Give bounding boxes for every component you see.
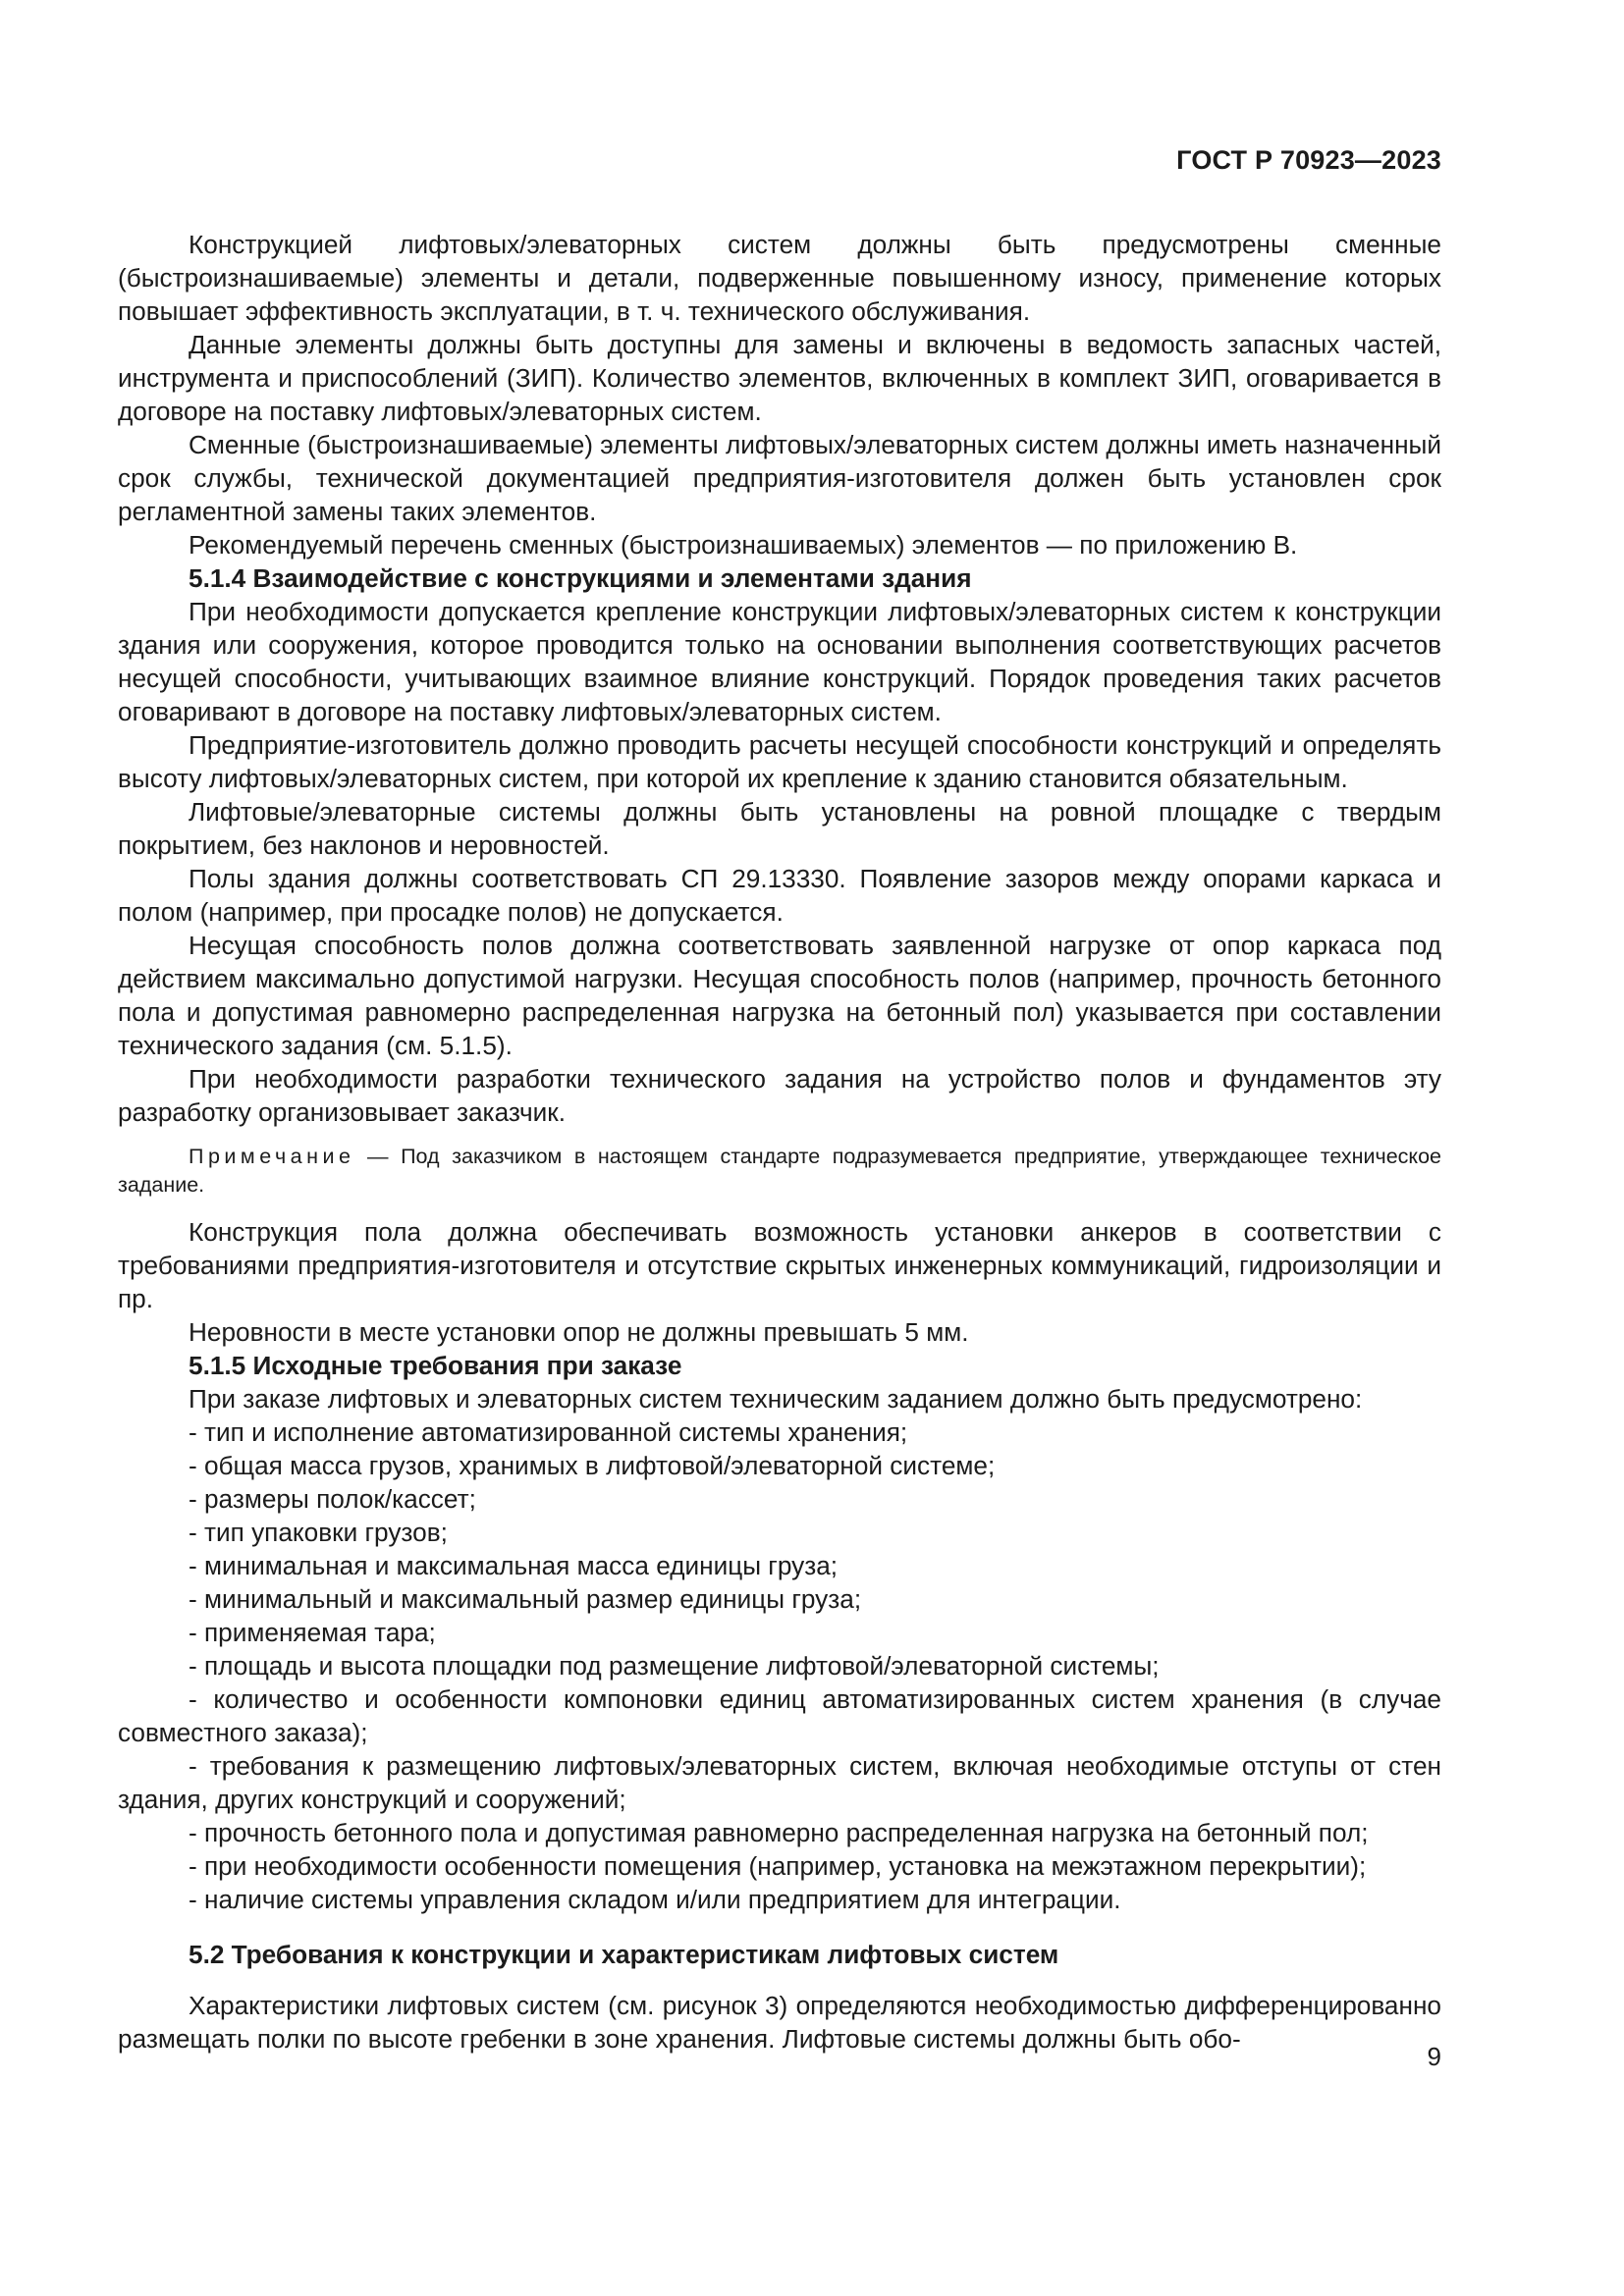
list-item: - тип и исполнение автоматизированной системы хранения;	[189, 1417, 908, 1447]
page-number: 9	[1427, 2042, 1441, 2071]
list-item: - размеры полок/кассет;	[189, 1484, 476, 1514]
list-item: - количество и особенности компоновки единиц автоматизированных систем хранения (в случае совместного заказа);	[118, 1684, 1441, 1747]
paragraph: Сменные (быстроизнашиваемые) элементы лифтовых/элеваторных систем должны иметь назначенный срок службы, технической документацией предприятия-изготовителя должен быть установлен срок регламентной замены таких элементов.	[118, 430, 1441, 526]
document-body	[118, 228, 1441, 2056]
section-heading-5-1-5: 5.1.5 Исходные требования при заказе	[189, 1351, 682, 1380]
section-heading-5-1-4: 5.1.4 Взаимодействие с конструкциями и элементами здания	[189, 563, 972, 593]
paragraph: Конструкция пола должна обеспечивать возможность установки анкеров в соответствии с требованиями предприятия-изготовителя и отсутствие скрытых инженерных коммуникаций, гидроизоляции и пр.	[118, 1217, 1441, 1313]
list-item: - минимальная и максимальная масса единицы груза;	[189, 1551, 839, 1580]
paragraph: Данные элементы должны быть доступны для замены и включены в ведомость запасных частей, инструмента и приспособлений (ЗИП). Количество элементов, включенных в комплект ЗИП, оговаривается в договоре на поставку лифтовых/элеваторных систем.	[118, 330, 1441, 426]
list-item: - минимальный и максимальный размер единицы груза;	[189, 1584, 862, 1614]
document-code: ГОСТ Р 70923—2023	[1176, 145, 1441, 175]
list-item: - прочность бетонного пола и допустимая равномерно распределенная нагрузка на бетонный пол;	[189, 1818, 1369, 1847]
list-item: - площадь и высота площадки под размещение лифтовой/элеваторной системы;	[189, 1651, 1160, 1681]
list-item: - тип упаковки грузов;	[189, 1518, 448, 1547]
paragraph: Несущая способность полов должна соответствовать заявленной нагрузке от опор каркаса под действием максимально допустимой нагрузки. Несущая способность полов (например, прочность бетонного пола и допустимая равномерно распределенная нагрузка на бетонный пол) указывается при составлении технического задания (см. 5.1.5).	[118, 931, 1441, 1060]
note	[118, 1143, 1441, 1200]
paragraph: Неровности в месте установки опор не должны превышать 5 мм.	[189, 1317, 969, 1347]
list-item: - применяемая тара;	[189, 1618, 436, 1647]
paragraph: При необходимости допускается крепление конструкции лифтовых/элеваторных систем к конструкции здания или сооружения, которое проводится только на основании выполнения соответствующих расчетов несущей способности, учитывающих взаимное влияние конструкций. Порядок проведения таких расчетов оговаривают в договоре на поставку лифтовых/элеваторных систем.	[118, 597, 1441, 726]
paragraph: Конструкцией лифтовых/элеваторных систем должны быть предусмотрены сменные (быстроизнашиваемые) элементы и детали, подверженные повышенному износу, применение которых повышает эффективность эксплуатации, в т. ч. технического обслуживания.	[118, 230, 1441, 326]
paragraph: Характеристики лифтовых систем (см. рисунок 3) определяются необходимостью дифференцированно размещать полки по высоте гребенки в зоне хранения. Лифтовые системы должны быть обо-	[118, 1991, 1441, 2054]
paragraph: Полы здания должны соответствовать СП 29.13330. Появление зазоров между опорами каркаса и полом (например, при просадке полов) не допускается.	[118, 864, 1441, 927]
list-item: - требования к размещению лифтовых/элеваторных систем, включая необходимые отступы от стен здания, других конструкций и сооружений;	[118, 1751, 1441, 1814]
paragraph: Лифтовые/элеваторные системы должны быть установлены на ровной площадке с твердым покрытием, без наклонов и неровностей.	[118, 797, 1441, 860]
list-item: - при необходимости особенности помещения (например, установка на межэтажном перекрытии);	[189, 1851, 1367, 1881]
note-text: — Под заказчиком в настоящем стандарте подразумевается предприятие, утверждающее техническое задание.	[118, 1145, 1441, 1197]
note-label: Примечание	[189, 1145, 355, 1168]
section-heading-5-2: 5.2 Требования к конструкции и характеристикам лифтовых систем	[189, 1940, 1059, 1969]
paragraph: Рекомендуемый перечень сменных (быстроизнашиваемых) элементов — по приложению В.	[189, 530, 1298, 560]
paragraph: При заказе лифтовых и элеваторных систем техническим заданием должно быть предусмотрено:	[189, 1384, 1363, 1414]
list-item: - общая масса грузов, хранимых в лифтовой/элеваторной системе;	[189, 1451, 996, 1480]
paragraph: При необходимости разработки технического задания на устройство полов и фундаментов эту разработку организовывает заказчик.	[118, 1064, 1441, 1127]
list-item: - наличие системы управления складом и/или предприятием для интеграции.	[189, 1885, 1121, 1914]
paragraph: Предприятие-изготовитель должно проводить расчеты несущей способности конструкций и определять высоту лифтовых/элеваторных систем, при которой их крепление к зданию становится обязательным.	[118, 730, 1441, 793]
